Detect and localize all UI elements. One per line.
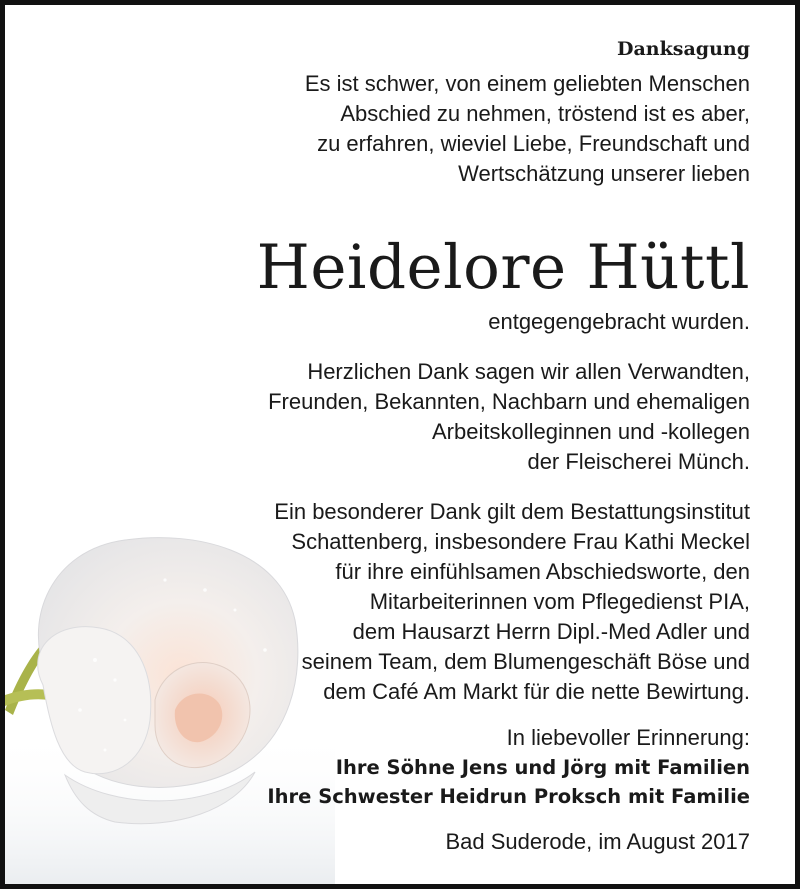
thanks-line: Freunden, Bekannten, Nachbarn und ehemaligen bbox=[268, 389, 750, 414]
special-thanks-line: dem Café Am Markt für die nette Bewirtung. bbox=[323, 679, 750, 704]
after-name-line: entgegengebracht wurden. bbox=[488, 309, 750, 334]
special-thanks-line: seinem Team, dem Blumengeschäft Böse und bbox=[301, 649, 750, 674]
thanks-line: Herzlichen Dank sagen wir allen Verwandten, bbox=[307, 359, 750, 384]
thanks-line: der Fleischerei Münch. bbox=[527, 449, 750, 474]
special-thanks-line: Schattenberg, insbesondere Frau Kathi Meckel bbox=[291, 529, 750, 554]
thanks-line: Arbeitskolleginnen und -kollegen bbox=[432, 419, 750, 444]
place-date: Bad Suderode, im August 2017 bbox=[445, 829, 750, 854]
notice-heading: Danksagung bbox=[617, 38, 750, 60]
intro-line: Abschied zu nehmen, tröstend ist es aber, bbox=[340, 101, 750, 126]
special-thanks-line: Mitarbeiterinnen vom Pflegedienst PIA, bbox=[369, 589, 750, 614]
intro-line: Wertschätzung unserer lieben bbox=[458, 161, 750, 186]
special-thanks-line: dem Hausarzt Herrn Dipl.-Med Adler und bbox=[352, 619, 750, 644]
signatory-line: Ihre Schwester Heidrun Proksch mit Familie bbox=[267, 785, 750, 808]
intro-line: Es ist schwer, von einem geliebten Menschen bbox=[304, 71, 750, 96]
deceased-name: Heidelore Hüttl bbox=[256, 232, 750, 303]
special-thanks-line: Ein besonderer Dank gilt dem Bestattungsinstitut bbox=[274, 499, 750, 524]
signatory-line: Ihre Söhne Jens und Jörg mit Familien bbox=[335, 756, 750, 779]
notice-text bbox=[150, 38, 750, 857]
memory-label: In liebevoller Erinnerung: bbox=[506, 725, 750, 750]
special-thanks-line: für ihre einfühlsamen Abschiedsworte, den bbox=[335, 559, 750, 584]
intro-line: zu erfahren, wieviel Liebe, Freundschaft und bbox=[317, 131, 750, 156]
